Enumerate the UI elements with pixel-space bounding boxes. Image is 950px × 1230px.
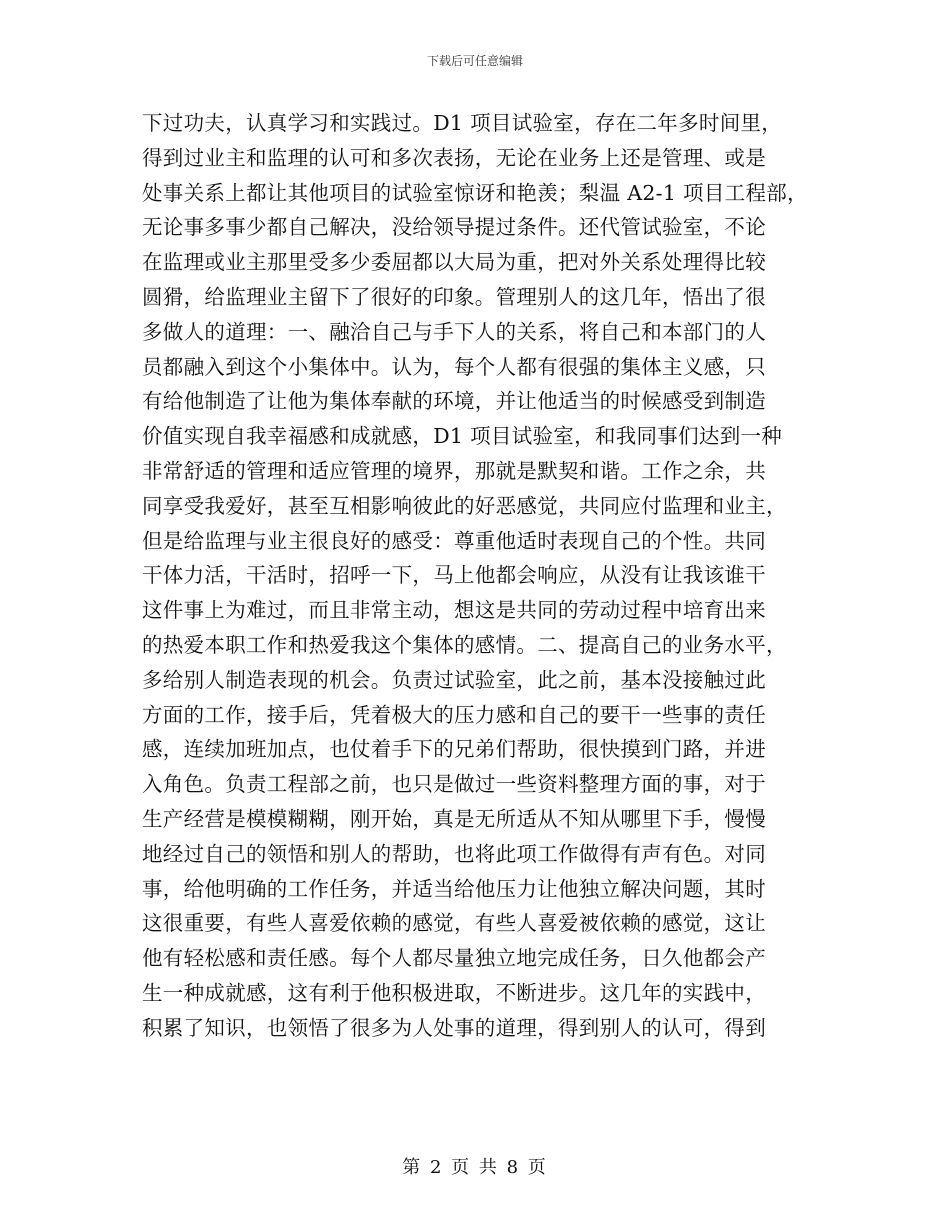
text-line: 下过功夫，认真学习和实践过。D1 项目试验室，存在二年多时间里， [142, 111, 783, 135]
text-line: 员都融入到这个小集体中。认为，每个人都有很强的集体主义感，只 [142, 354, 766, 379]
text-line: 的热爱本职工作和热爱我这个集体的感情。二、提高自己的业务水平， [142, 632, 787, 657]
text-line: 多做人的道理：一、融洽自己与手下人的关系，将自己和本部门的人 [142, 319, 766, 344]
text-line: 这很重要，有些人喜爱依赖的感觉，有些人喜爱被依赖的感觉，这让 [142, 911, 766, 936]
text-line: 有给他制造了让他为集体奉献的环境，并让他适当的时候感受到制造 [142, 389, 766, 414]
document-body [142, 106, 822, 1046]
text-line: 价值实现自我幸福感和成就感，D1 项目试验室，和我同事们达到一种 [142, 424, 783, 449]
text-line: 他有轻松感和责任感。每个人都尽量独立地完成任务，日久他都会产 [142, 946, 766, 971]
text-line: 多给别人制造表现的机会。负责过试验室，此之前，基本没接触过此 [142, 667, 766, 692]
text-line: 事，给他明确的工作任务，并适当给他压力让他独立解决问题，其时 [142, 876, 766, 901]
text-line: 圆猾，给监理业主留下了很好的印象。管理别人的这几年，悟出了很 [142, 284, 766, 309]
text-line: 在监理或业主那里受多少委屈都以大局为重，把对外关系处理得比较 [142, 250, 766, 275]
page-header-note: 下载后可任意编辑 [426, 54, 523, 68]
text-line: 方面的工作，接手后，凭着极大的压力感和自己的要干一些事的责任 [142, 702, 766, 727]
text-line: 这件事上为难过，而且非常主动，想这是共同的劳动过程中培育出来 [142, 598, 766, 623]
text-line: 无论事多事少都自己解决，没给领导提过条件。还代管试验室，不论 [142, 215, 766, 240]
text-line: 地经过自己的领悟和别人的帮助，也将此项工作做得有声有色。对同 [142, 841, 766, 866]
text-line: 积累了知识，也领悟了很多为人处事的道理，得到别人的认可，得到 [142, 1015, 766, 1040]
text-line: 生一种成就感，这有利于他积极进取，不断进步。这几年的实践中， [142, 980, 766, 1005]
text-line: 感，连续加班加点，也仗着手下的兄弟们帮助，很快摸到门路，并进 [142, 737, 766, 762]
text-line: 入角色。负责工程部之前，也只是做过一些资料整理方面的事，对于 [142, 772, 766, 797]
text-line: 非常舒适的管理和适应管理的境界，那就是默契和谐。工作之余，共 [142, 458, 766, 483]
page-number: 第 2 页 共 8 页 [402, 1157, 548, 1178]
text-line: 干体力活，干活时，招呼一下，马上他都会响应，从没有让我该谁干 [142, 563, 766, 588]
text-line: 处事关系上都让其他项目的试验室惊讶和艳羡；梨温 A2-1 项目工程部， [142, 180, 808, 205]
text-line: 生产经营是模模糊糊，刚开始，真是无所适从不知从哪里下手，慢慢 [142, 806, 766, 831]
text-line: 同享受我爱好，甚至互相影响彼此的好恶感觉，共同应付监理和业主， [142, 493, 787, 518]
text-line: 得到过业主和监理的认可和多次表扬，无论在业务上还是管理、或是 [142, 145, 766, 170]
text-line: 但是给监理与业主很良好的感受：尊重他适时表现自己的个性。共同 [142, 528, 766, 553]
